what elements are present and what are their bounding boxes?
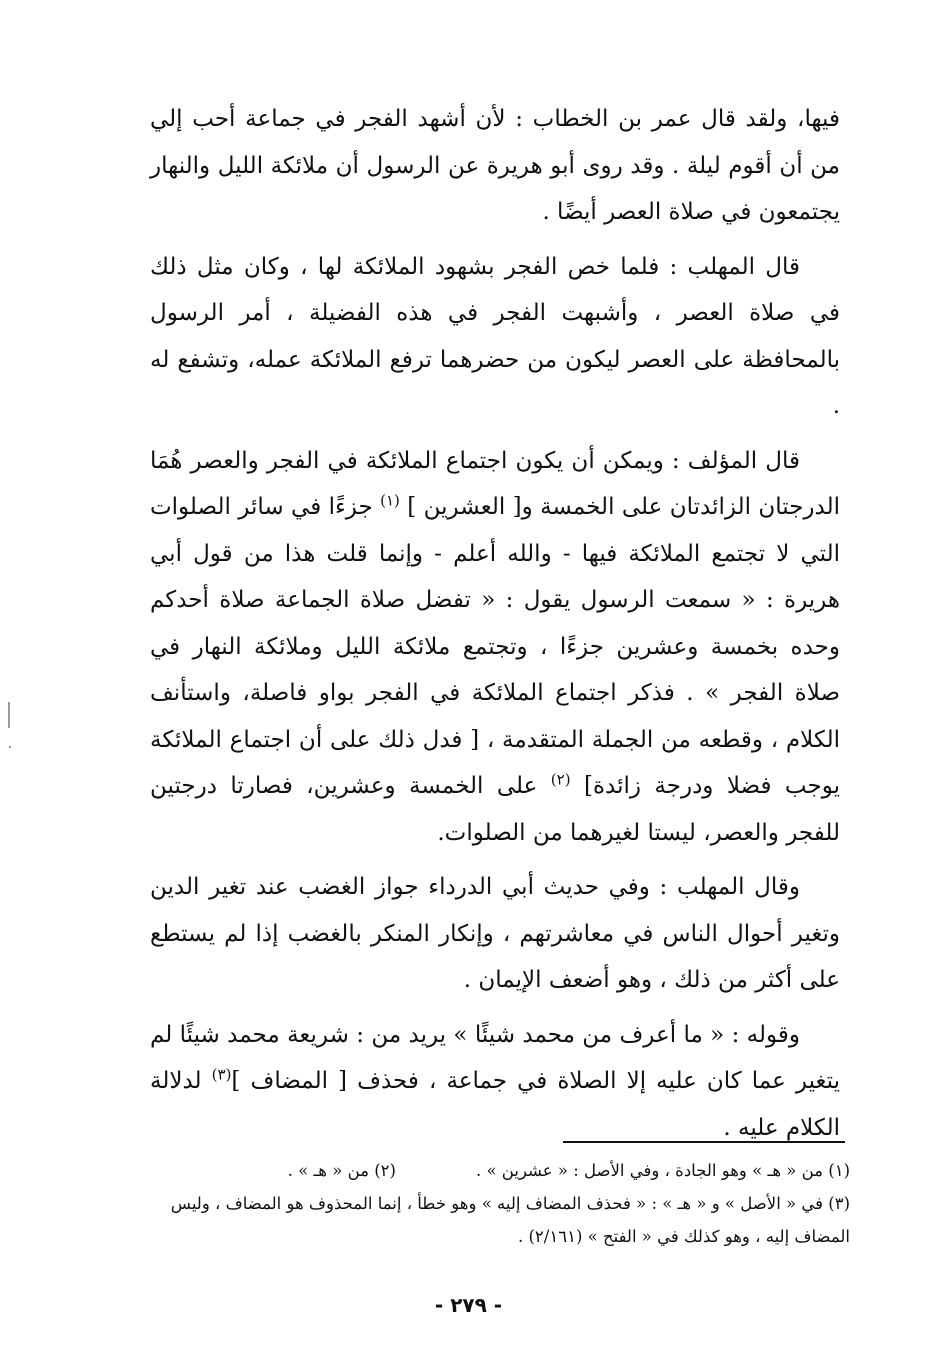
scan-margin-dot bbox=[9, 746, 11, 748]
paragraph-text: قال المهلب : فلما خص الفجر بشهود الملائكة لها ، وكان مثل ذلك في صلاة العصر ، وأشبهت الفجر في هذه الفضيلة ، أمر الرسول بالمحافظة على العصر ليكون من حضرهما ترفع الملائكة عمله، وتشفع له . bbox=[150, 253, 840, 419]
paragraph-text: على الخمسة وعشرين، فصارتا درجتين للفجر والعصر، ليستا لغيرهما من الصلوات. bbox=[150, 773, 840, 846]
footnote-row bbox=[150, 1154, 850, 1187]
footnote-ref-2[interactable]: (٢) bbox=[550, 770, 571, 789]
paragraph-text: وقال المهلب : وفي حديث أبي الدرداء جواز الغضب عند تغير الدين وتغير أحوال الناس في معاشرتهم ، وإنكار المنكر بالغضب إذا لم يستطع على أكثر من ذلك ، وهو أضعف الإيمان . bbox=[150, 874, 840, 993]
paragraph-muhallab-fajr-asr bbox=[150, 244, 840, 430]
footnote-2: (٢) من « هـ » . bbox=[287, 1161, 396, 1180]
paragraph-umar-fajr bbox=[150, 96, 840, 236]
footnote-ref-3[interactable]: (٣) bbox=[211, 1065, 232, 1084]
paragraph-text: قال المؤلف : ويمكن أن يكون اجتماع الملائكة في الفجر والعصر هُمَا الدرجتان الزائدتان على الخمسة و[ العشرين ] bbox=[150, 447, 841, 520]
scan-margin-mark bbox=[8, 702, 10, 728]
footnote-ref-1[interactable]: (١) bbox=[380, 491, 400, 510]
paragraph-text: فيها، ولقد قال عمر بن الخطاب : لأن أشهد الفجر في جماعة أحب إلي من أن أقوم ليلة . وقد روى أبو هريرة عن الرسول أن ملائكة الليل والنهار يجتمعون في صلاة العصر أيضًا . bbox=[150, 106, 840, 225]
page-number: - ٢٧٩ - bbox=[434, 1293, 503, 1317]
footnote-3: (٣) في « الأصل » و « هـ » : « فحذف المضاف إليه » وهو خطأ ، إنما المحذوف هو المضاف ، وليس المضاف إليه ، وهو كذلك في « الفتح » (٢/١٦١) . bbox=[170, 1194, 850, 1246]
paragraph-text: لدلالة الكلام عليه . bbox=[150, 1068, 840, 1141]
paragraph-text: جزءًا في سائر الصلوات التي لا تجتمع الملائكة فيها - والله أعلم - وإنما قلت هذا من قول أبي هريرة : « سمعت الرسول يقول : « تفضل صلاة الجماعة صلاة أحدكم وحده بخمسة وعشرين جزءًا ، وتجتمع ملائكة الليل وملائكة النهار في صلاة الفجر » . فذكر اجتماع الملائكة في الفجر بواو فاصلة، واستأنف الكلام ، وقطعه من الجملة المتقدمة ، [ فدل ذلك على أن اجتماع الملائكة يوجب فضلا ودرجة زائدة] bbox=[150, 494, 841, 799]
footnote-separator bbox=[563, 1141, 845, 1143]
paragraph-text: وقوله : « ما أعرف من محمد شيئًا » يريد من : شريعة محمد شيئًا لم يتغير عما كان عليه إلا الصلاة في جماعة ، فحذف [ المضاف ] bbox=[150, 1021, 840, 1094]
footnotes bbox=[150, 1154, 850, 1253]
footnote-1: (١) من « هـ » وهو الجادة ، وفي الأصل : « عشرين » . bbox=[475, 1161, 850, 1180]
paragraph-author-opinion bbox=[150, 438, 840, 857]
paragraph-muhallab-anger bbox=[150, 864, 840, 1004]
paragraph-saying-explanation bbox=[150, 1012, 840, 1152]
main-text bbox=[150, 96, 840, 1159]
